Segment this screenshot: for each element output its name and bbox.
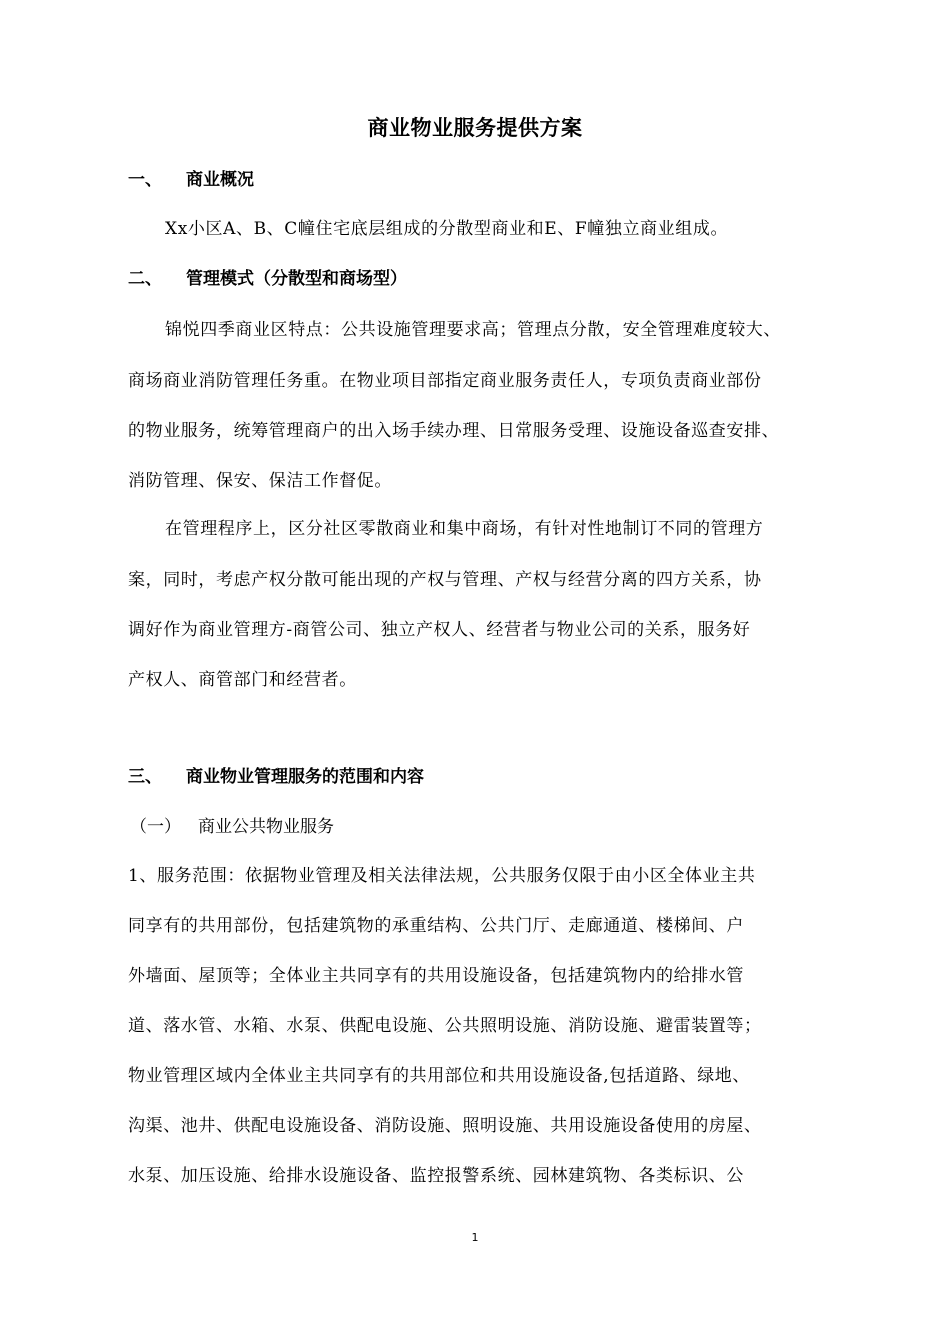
section-title: 管理模式（分散型和商场型）	[186, 269, 407, 289]
paragraph-line: 产权人、商管部门和经营者。	[128, 670, 357, 690]
paragraph-line: 锦悦四季商业区特点：公共设施管理要求高；管理点分散，安全管理难度较大、	[165, 320, 781, 340]
subsection-title: 商业公共物业服务	[198, 817, 334, 837]
section-heading-1	[128, 165, 254, 190]
section-title: 商业物业管理服务的范围和内容	[186, 767, 424, 787]
paragraph-line: 沟渠、池井、供配电设施设备、消防设施、照明设施、共用设施设备使用的房屋、	[128, 1116, 762, 1136]
document-title: 商业物业服务提供方案	[367, 115, 583, 140]
paragraph-line: 案，同时，考虑产权分散可能出现的产权与管理、产权与经营分离的四方关系，协	[128, 570, 762, 590]
subsection-number: （一）	[130, 817, 181, 837]
section-heading-3	[128, 762, 424, 787]
section-heading-2	[128, 264, 407, 289]
paragraph-line: 1、服务范围：依据物业管理及相关法律法规，公共服务仅限于由小区全体业主共	[128, 866, 756, 886]
paragraph-line: 同享有的共用部份，包括建筑物的承重结构、公共门厅、走廊通道、楼梯间、户	[128, 916, 744, 936]
paragraph-line: 外墙面、屋顶等；全体业主共同享有的共用设施设备，包括建筑物内的给排水管	[128, 966, 744, 986]
paragraph-line: 物业管理区域内全体业主共同享有的共用部位和共用设施设备,包括道路、绿地、	[128, 1066, 751, 1086]
paragraph-line: 商场商业消防管理任务重。在物业项目部指定商业服务责任人，专项负责商业部份	[128, 371, 762, 391]
paragraph-line: 的物业服务，统筹管理商户的出入场手续办理、日常服务受理、设施设备巡查安排、	[128, 421, 780, 441]
page-number: 1	[471, 1231, 479, 1244]
paragraph-line: Xx小区A、B、C幢住宅底层组成的分散型商业和E、F幢独立商业组成。	[165, 219, 729, 239]
section-number: 二、	[128, 269, 162, 289]
subsection-heading	[130, 812, 334, 837]
paragraph-line: 水泵、加压设施、给排水设施设备、监控报警系统、园林建筑物、各类标识、公	[128, 1166, 744, 1186]
paragraph-line: 在管理程序上，区分社区零散商业和集中商场，有针对性地制订不同的管理方	[165, 519, 764, 539]
section-title: 商业概况	[186, 170, 254, 190]
section-number: 三、	[128, 767, 162, 787]
section-number: 一、	[128, 170, 162, 190]
paragraph-line: 调好作为商业管理方-商管公司、独立产权人、经营者与物业公司的关系，服务好	[128, 620, 751, 640]
paragraph-line: 道、落水管、水箱、水泵、供配电设施、公共照明设施、消防设施、避雷装置等；	[128, 1016, 762, 1036]
paragraph-line: 消防管理、保安、保洁工作督促。	[128, 471, 392, 491]
